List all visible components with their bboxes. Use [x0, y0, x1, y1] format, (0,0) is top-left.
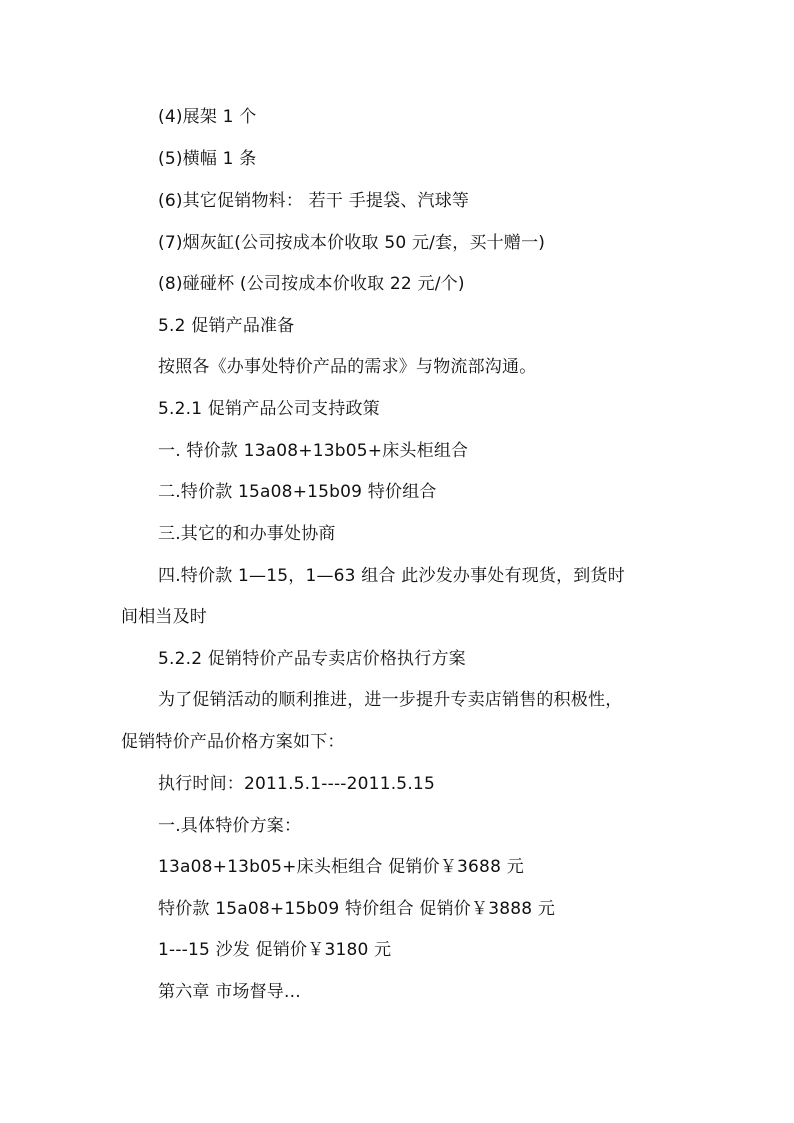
chapter-heading-6: 第六章 市场督导...	[158, 982, 301, 1002]
section-heading-5-2-1: 5.2.1 促销产品公司支持政策	[158, 399, 380, 419]
section-heading-5-2-2: 5.2.2 促销特价产品专卖店价格执行方案	[158, 649, 466, 669]
price-line-2: 特价款 15a08+15b09 特价组合 促销价￥3888 元	[158, 899, 556, 919]
text-line-item-4-display-stand: (4)展架 1 个	[158, 107, 257, 127]
policy-item-2: 二.特价款 15a08+15b09 特价组合	[158, 482, 437, 502]
text-line-item-7-ashtray: (7)烟灰缸(公司按成本价收取 50 元/套，买十赠一)	[158, 233, 546, 253]
paragraph-pricing-intro: 为了促销活动的顺利推进，进一步提升专卖店销售的积极性，	[158, 690, 623, 710]
text-line-item-6-other-materials: (6)其它促销物料： 若干 手提袋、汽球等	[158, 191, 470, 211]
price-line-1: 13a08+13b05+床头柜组合 促销价￥3688 元	[158, 857, 524, 877]
policy-item-4: 四.特价款 1—15，1—63 组合 此沙发办事处有现货，到货时	[158, 566, 625, 586]
plan-heading: 一.具体特价方案：	[158, 816, 302, 836]
policy-item-1: 一. 特价款 13a08+13b05+床头柜组合	[158, 441, 469, 461]
price-line-3: 1---15 沙发 促销价￥3180 元	[158, 940, 392, 960]
section-heading-5-2: 5.2 促销产品准备	[158, 316, 295, 336]
policy-item-3: 三.其它的和办事处协商	[158, 524, 336, 544]
text-line-item-5-banner: (5)横幅 1 条	[158, 149, 257, 169]
text-line-item-8-cups: (8)碰碰杯 (公司按成本价收取 22 元/个)	[158, 274, 465, 294]
paragraph-pricing-intro-continued: 促销特价产品价格方案如下：	[121, 732, 345, 752]
paragraph-logistics: 按照各《办事处特价产品的需求》与物流部沟通。	[158, 357, 537, 377]
execution-period: 执行时间：2011.5.1----2011.5.15	[158, 774, 435, 794]
policy-item-4-continued: 间相当及时	[121, 607, 207, 627]
